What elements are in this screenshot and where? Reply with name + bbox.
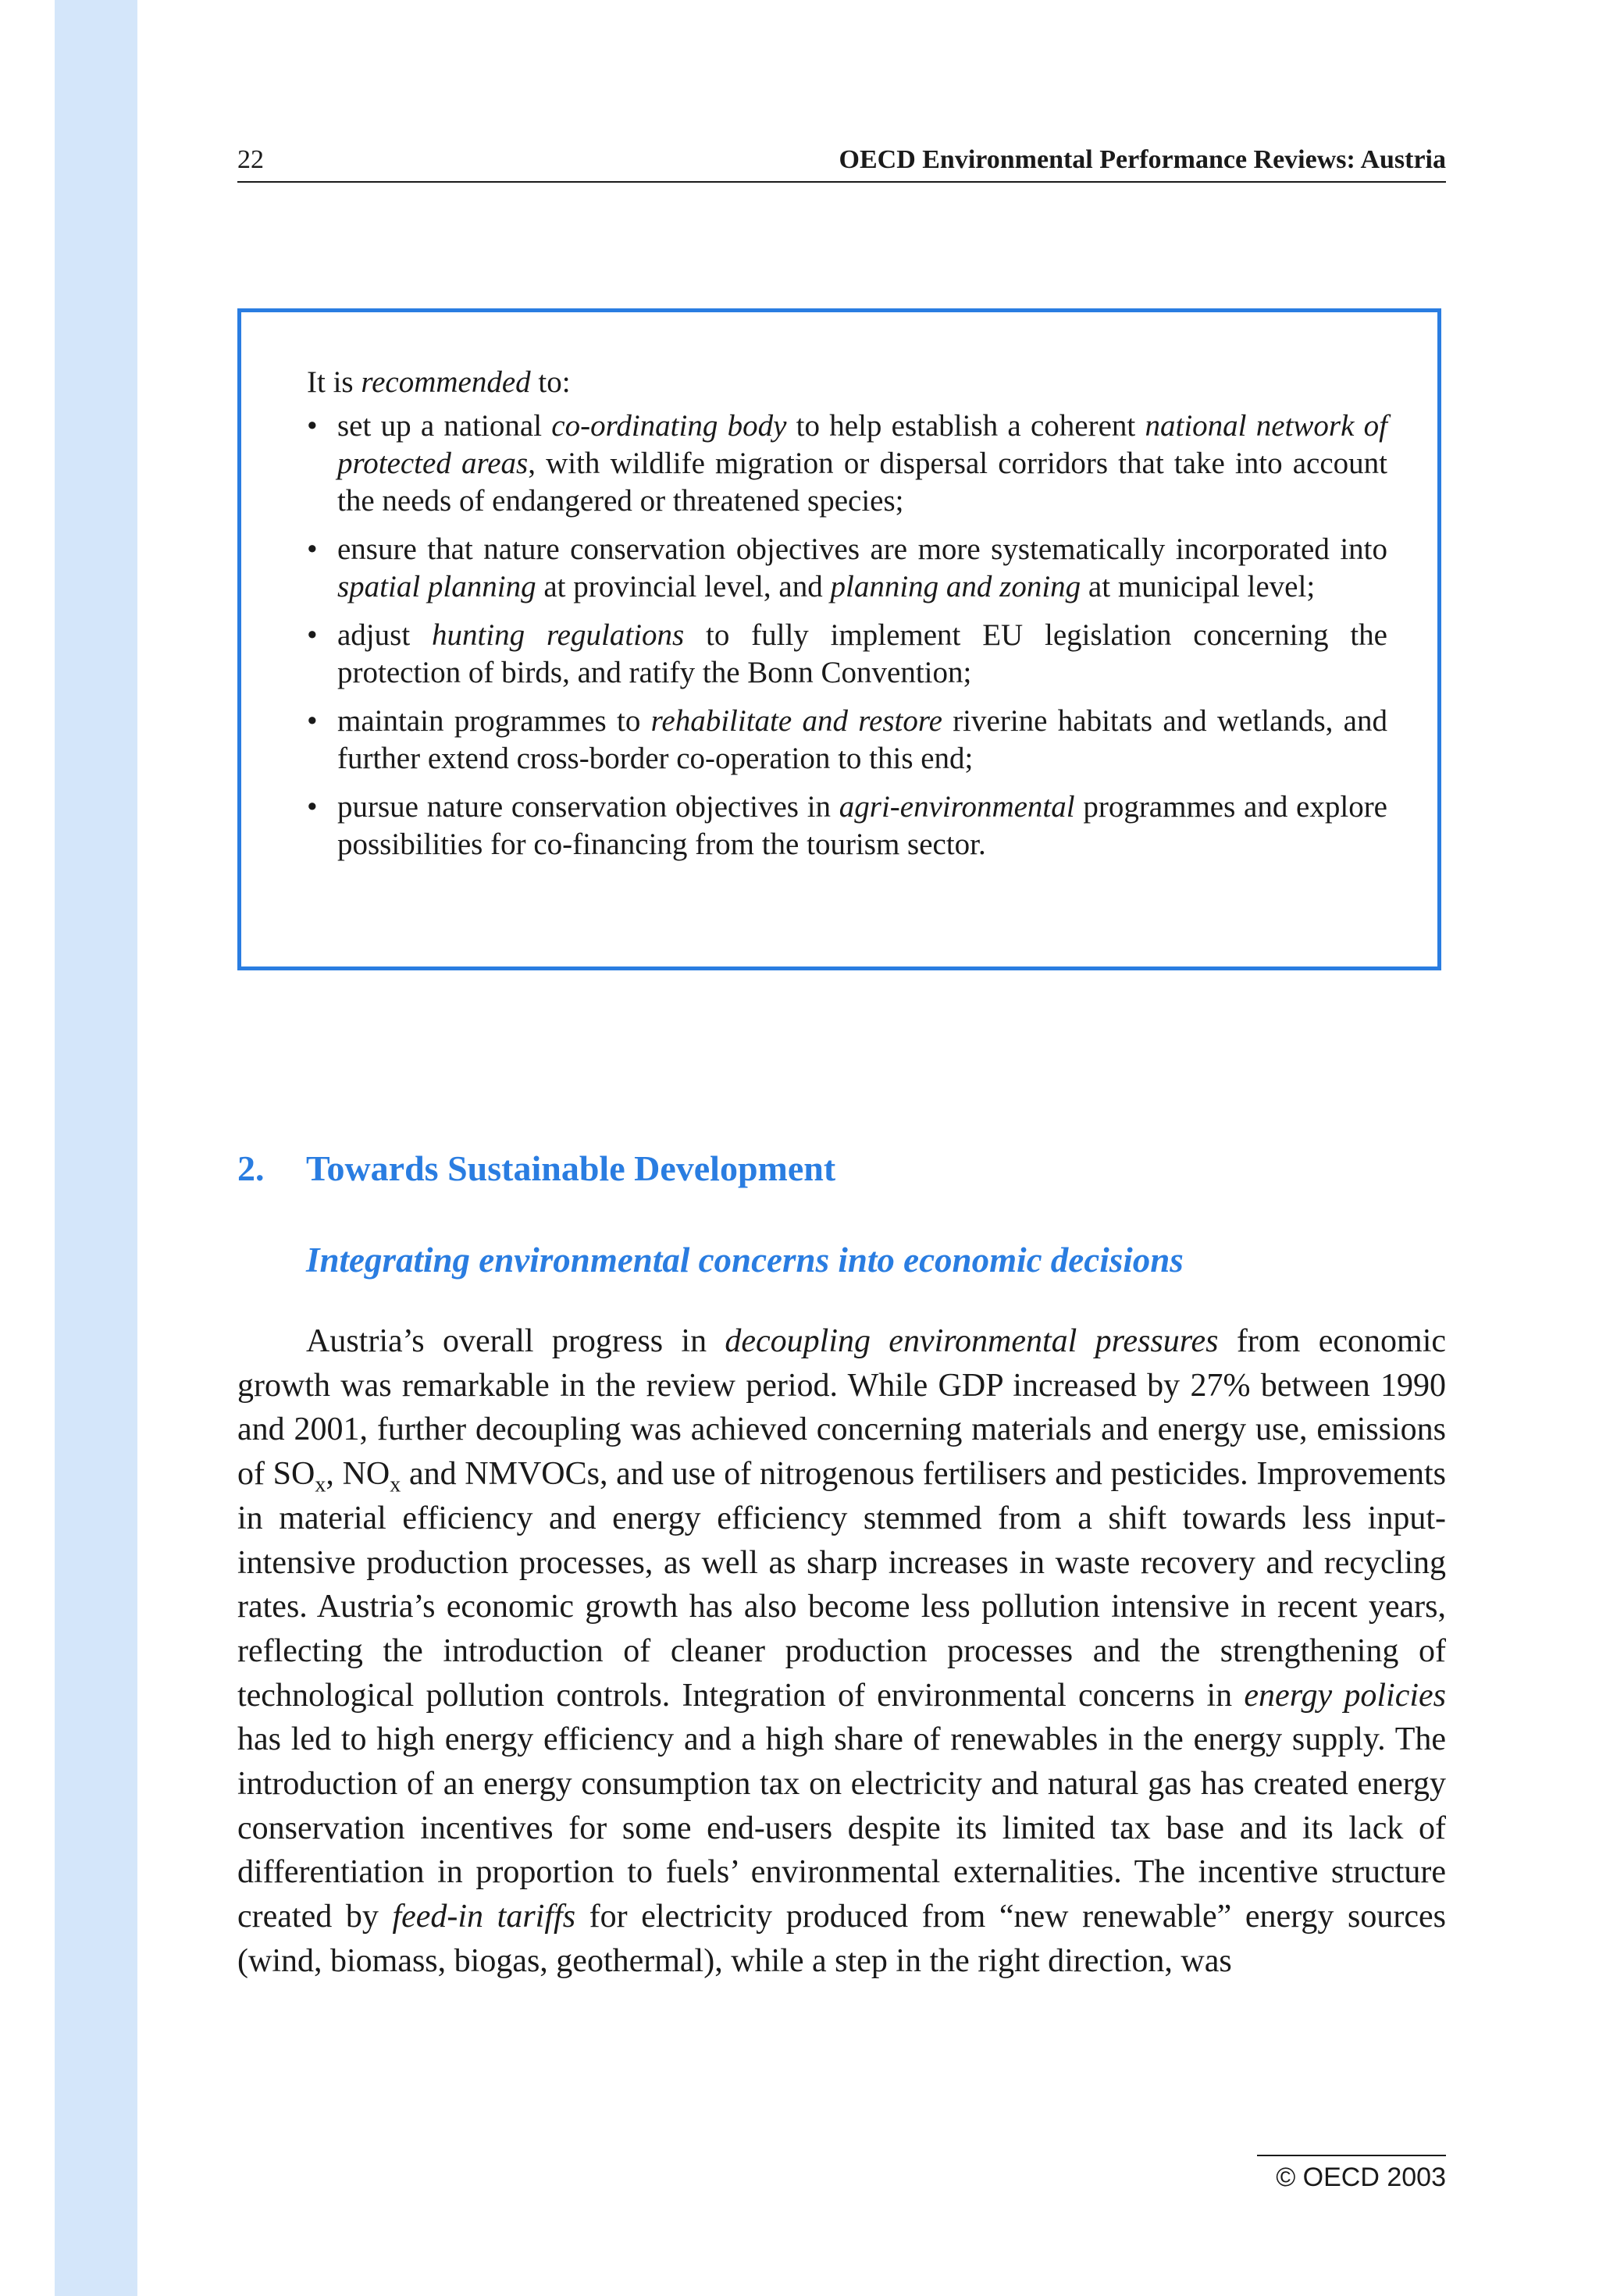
recommendations-box	[237, 308, 1441, 970]
recommendation-item: • ensure that nature conservation objectives are more systematically incorporated into spatial planning at provincial level, and planning and zoning at municipal level;	[307, 532, 1387, 603]
recommendation-item: • pursue nature conservation objectives in agri-environmental programmes and explore possibilities for co-financing from the tourism sector.	[307, 790, 1387, 861]
section-title: Towards Sustainable Development	[306, 1148, 836, 1188]
section-number: 2.	[237, 1148, 265, 1188]
page-margin-band	[55, 0, 137, 2296]
page-header	[237, 144, 1446, 183]
bullet-icon: •	[307, 409, 318, 443]
running-title: OECD Environmental Performance Reviews: Austria	[839, 145, 1446, 174]
copyright-footer: © OECD 2003	[1257, 2155, 1446, 2193]
body-paragraph: Austria’s overall progress in decoupling environmental pressures from economic growth was remarkable in the review period. While GDP increased by 27% between 1990 and 2001, further decoupling was achieved concerning materials and energy use, emissions of $SO_x$, $NO_x$ and NMVOCs, and use of nitrogenous fertilisers and pesticides. Improvements in material efficiency and energy efficiency stemmed from a shift towards less input-intensive production processes, as well as sharp increases in waste recovery and recycling rates. Austria’s economic growth has also become less pollution intensive in recent years, reflecting the introduction of cleaner production processes and the strengthening of technological pollution controls. Integration of environmental concerns in energy policies has led to high energy efficiency and a high share of renewables in the energy supply. The introduction of an energy consumption tax on electricity and natural gas has created energy conservation incentives for some end-users despite its limited tax base and its lack of differentiation in proportion to fuels’ environmental externalities. The incentive structure created by feed-in tariffs for electricity produced from “new renewable” energy sources (wind, biomass, biogas, geothermal), while a step in the right direction, was	[237, 1323, 1447, 1979]
bullet-icon: •	[307, 618, 318, 652]
recommendation-item: • adjust hunting regulations to fully implement EU legislation concerning the protection of birds, and ratify the Bonn Convention;	[307, 618, 1387, 689]
bullet-icon: •	[307, 704, 318, 738]
recommendations-intro: It is recommended to:	[307, 365, 571, 399]
page-number: 22	[237, 145, 264, 174]
bullet-icon: •	[307, 532, 318, 566]
section-heading	[237, 1148, 835, 1189]
subsection-heading: Integrating environmental concerns into economic decisions	[306, 1241, 1184, 1280]
recommendations-list	[307, 408, 1387, 863]
recommendation-item: • maintain programmes to rehabilitate and restore riverine habitats and wetlands, and further extend cross-border co-operation to this end;	[307, 704, 1387, 775]
bullet-icon: •	[307, 790, 318, 824]
recommendations-content	[307, 364, 1387, 874]
recommendation-item: • set up a national co-ordinating body to help establish a coherent national network of protected areas, with wildlife migration or dispersal corridors that take into account the needs of endangered or threatened species;	[307, 409, 1387, 518]
